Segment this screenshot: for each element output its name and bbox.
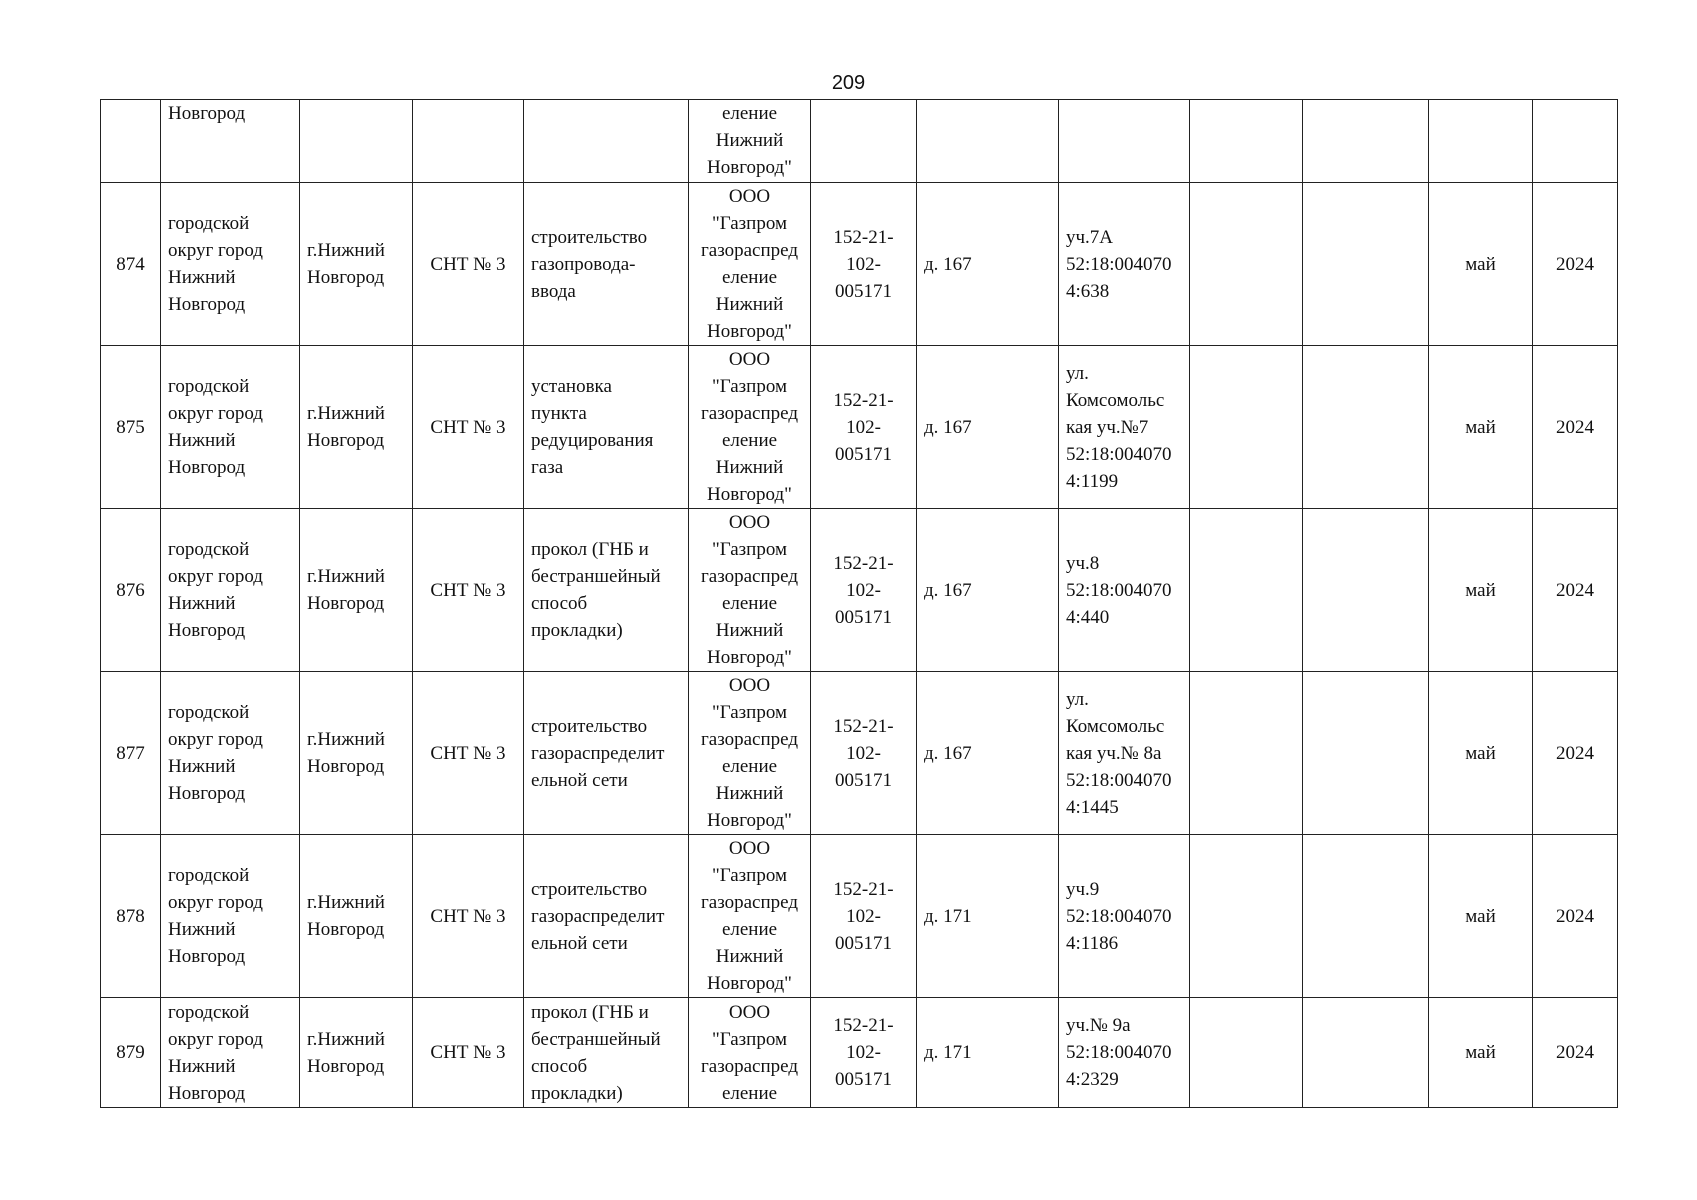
cell-plot: уч.№ 9а 52:18:004070 4:2329 <box>1059 998 1190 1108</box>
cell-snt: СНТ № 3 <box>413 998 524 1108</box>
cell-work-type: строительство газораспределит ельной сети <box>524 835 689 998</box>
cell-empty <box>1303 183 1429 346</box>
cell-organization: ООО "Газпром газораспред еление Нижний Новгород" <box>689 183 811 346</box>
cell-number: 874 <box>101 183 161 346</box>
table-row <box>101 346 1618 509</box>
cell-plot: ул. Комсомольс кая уч.№ 8а 52:18:004070 4:1445 <box>1059 672 1190 835</box>
cell-work-type: установка пункта редуцирования газа <box>524 346 689 509</box>
cell-month: май <box>1429 509 1533 672</box>
cell-year: 2024 <box>1533 509 1618 672</box>
cell-year <box>1533 100 1618 183</box>
cell-year: 2024 <box>1533 183 1618 346</box>
cell-month: май <box>1429 835 1533 998</box>
cell-organization: ООО "Газпром газораспред еление Нижний Новгород" <box>689 835 811 998</box>
cell-snt: СНТ № 3 <box>413 835 524 998</box>
cell-plot: уч.7А 52:18:004070 4:638 <box>1059 183 1190 346</box>
cell-organization: ООО "Газпром газораспред еление <box>689 998 811 1108</box>
cell-house: д. 167 <box>917 672 1059 835</box>
table-row <box>101 998 1618 1108</box>
cell-house: д. 167 <box>917 509 1059 672</box>
cell-month: май <box>1429 183 1533 346</box>
cell-municipality: Новгород <box>161 100 300 183</box>
table-row <box>101 509 1618 672</box>
cell-house: д. 171 <box>917 835 1059 998</box>
cell-organization: ООО "Газпром газораспред еление Нижний Новгород" <box>689 346 811 509</box>
cell-number: 877 <box>101 672 161 835</box>
cell-year: 2024 <box>1533 672 1618 835</box>
cell-registry-number: 152-21- 102- 005171 <box>811 509 917 672</box>
cell-snt: СНТ № 3 <box>413 672 524 835</box>
cell-year: 2024 <box>1533 835 1618 998</box>
cell-empty <box>1303 835 1429 998</box>
table-row <box>101 100 1618 183</box>
cell-work-type: строительство газораспределит ельной сети <box>524 672 689 835</box>
cell-year: 2024 <box>1533 346 1618 509</box>
cell-work-type <box>524 100 689 183</box>
cell-organization: ООО "Газпром газораспред еление Нижний Новгород" <box>689 509 811 672</box>
cell-number: 878 <box>101 835 161 998</box>
cell-registry-number: 152-21- 102- 005171 <box>811 672 917 835</box>
cell-empty <box>1190 672 1303 835</box>
table-body <box>101 100 1618 1108</box>
cell-month: май <box>1429 672 1533 835</box>
cell-registry-number: 152-21- 102- 005171 <box>811 998 917 1108</box>
cell-empty <box>1190 998 1303 1108</box>
cell-plot: уч.9 52:18:004070 4:1186 <box>1059 835 1190 998</box>
cell-municipality: городской округ город Нижний Новгород <box>161 346 300 509</box>
cell-municipality: городской округ город Нижний Новгород <box>161 509 300 672</box>
cell-plot: уч.8 52:18:004070 4:440 <box>1059 509 1190 672</box>
cell-work-type: строительство газопровода- ввода <box>524 183 689 346</box>
cell-municipality: городской округ город Нижний Новгород <box>161 835 300 998</box>
cell-empty <box>1190 100 1303 183</box>
cell-house: д. 167 <box>917 183 1059 346</box>
cell-work-type: прокол (ГНБ и бестраншейный способ прокладки) <box>524 509 689 672</box>
table-row <box>101 672 1618 835</box>
cell-settlement: г.Нижний Новгород <box>300 509 413 672</box>
register-table <box>100 99 1618 1108</box>
cell-organization: ООО "Газпром газораспред еление Нижний Новгород" <box>689 672 811 835</box>
cell-registry-number: 152-21- 102- 005171 <box>811 183 917 346</box>
cell-snt: СНТ № 3 <box>413 509 524 672</box>
cell-settlement: г.Нижний Новгород <box>300 998 413 1108</box>
cell-settlement <box>300 100 413 183</box>
cell-number: 875 <box>101 346 161 509</box>
cell-settlement: г.Нижний Новгород <box>300 672 413 835</box>
cell-empty <box>1190 346 1303 509</box>
cell-work-type: прокол (ГНБ и бестраншейный способ прокладки) <box>524 998 689 1108</box>
cell-registry-number: 152-21- 102- 005171 <box>811 346 917 509</box>
cell-house <box>917 100 1059 183</box>
cell-registry-number: 152-21- 102- 005171 <box>811 835 917 998</box>
cell-settlement: г.Нижний Новгород <box>300 346 413 509</box>
cell-number <box>101 100 161 183</box>
cell-snt: СНТ № 3 <box>413 183 524 346</box>
cell-number: 879 <box>101 998 161 1108</box>
cell-settlement: г.Нижний Новгород <box>300 183 413 346</box>
cell-registry-number <box>811 100 917 183</box>
cell-month <box>1429 100 1533 183</box>
cell-settlement: г.Нижний Новгород <box>300 835 413 998</box>
cell-number: 876 <box>101 509 161 672</box>
cell-plot <box>1059 100 1190 183</box>
cell-plot: ул. Комсомольс кая уч.№7 52:18:004070 4:1199 <box>1059 346 1190 509</box>
cell-municipality: городской округ город Нижний Новгород <box>161 998 300 1108</box>
cell-empty <box>1190 183 1303 346</box>
cell-year: 2024 <box>1533 998 1618 1108</box>
cell-house: д. 167 <box>917 346 1059 509</box>
cell-house: д. 171 <box>917 998 1059 1108</box>
cell-empty <box>1190 835 1303 998</box>
cell-month: май <box>1429 346 1533 509</box>
cell-empty <box>1303 346 1429 509</box>
cell-municipality: городской округ город Нижний Новгород <box>161 183 300 346</box>
cell-snt: СНТ № 3 <box>413 346 524 509</box>
page-number: 209 <box>831 72 866 94</box>
cell-empty <box>1303 509 1429 672</box>
table-row <box>101 835 1618 998</box>
cell-empty <box>1303 100 1429 183</box>
table-row <box>101 183 1618 346</box>
cell-month: май <box>1429 998 1533 1108</box>
cell-empty <box>1190 509 1303 672</box>
cell-organization: еление Нижний Новгород" <box>689 100 811 183</box>
cell-empty <box>1303 998 1429 1108</box>
cell-empty <box>1303 672 1429 835</box>
cell-municipality: городской округ город Нижний Новгород <box>161 672 300 835</box>
cell-snt <box>413 100 524 183</box>
